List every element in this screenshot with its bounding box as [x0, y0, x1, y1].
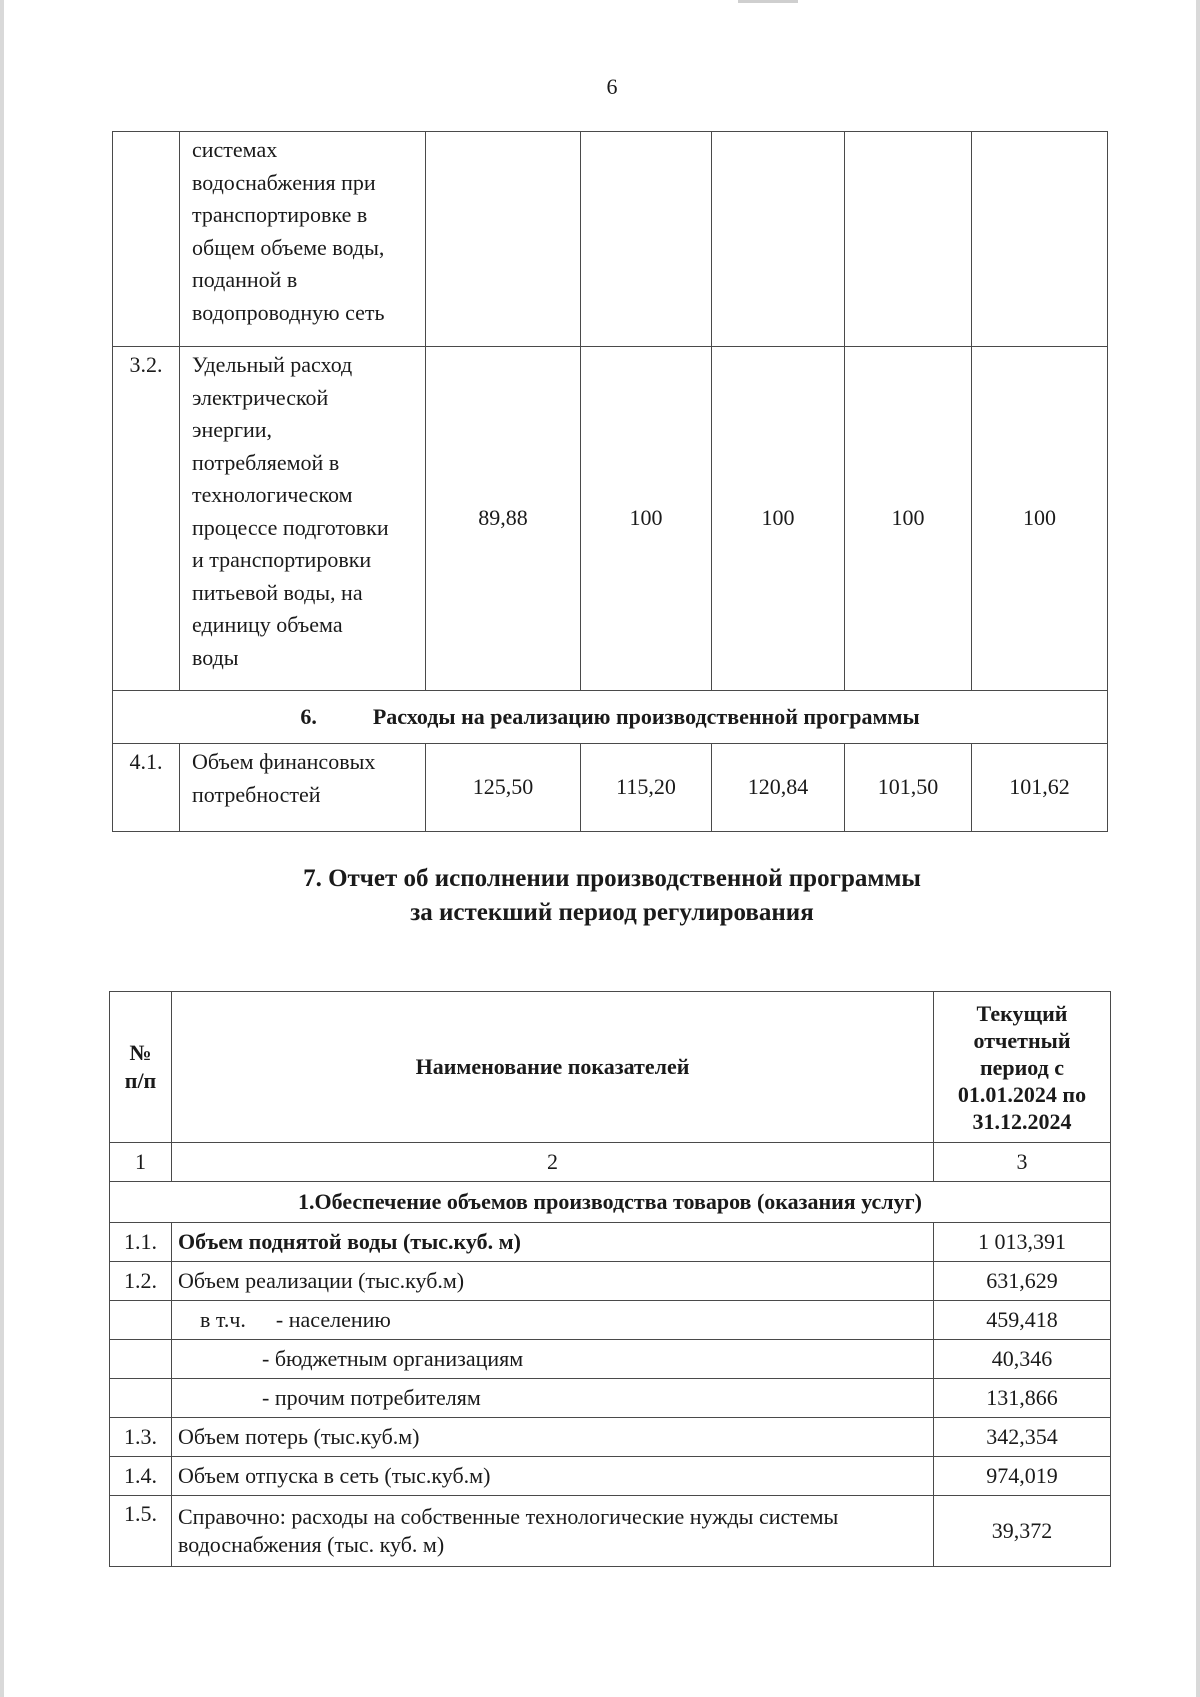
name-line: водоснабжения при — [192, 169, 376, 195]
value-cell: 125,50 — [426, 744, 581, 832]
name-line: единицу объема — [192, 612, 343, 637]
period-line: отчетный — [973, 1027, 1071, 1053]
name-line: технологическом — [192, 482, 353, 507]
name-line: Удельный расход — [192, 352, 353, 377]
row-value: 342,354 — [934, 1418, 1111, 1457]
name-line: водопроводную сеть — [192, 299, 385, 325]
table-row — [110, 1223, 1111, 1262]
row-name: - бюджетным организациям — [172, 1340, 934, 1379]
name-line: электрической — [192, 384, 329, 410]
section-row — [113, 691, 1108, 744]
row-value: 131,866 — [934, 1379, 1111, 1418]
value-cell — [712, 132, 845, 347]
table-row — [110, 1418, 1111, 1457]
row-subname: - населению — [275, 1307, 391, 1332]
name-line: водоснабжения (тыс. куб. м) — [178, 1532, 445, 1557]
row-name — [180, 744, 426, 832]
value-cell: 100 — [712, 347, 845, 691]
indicators-table — [112, 131, 1108, 832]
page-edge-left — [0, 0, 4, 1697]
table-row — [110, 1457, 1111, 1496]
name-line: Объем финансовых — [192, 749, 376, 774]
value-cell — [972, 132, 1108, 347]
value-cell — [426, 132, 581, 347]
section-row — [110, 1182, 1111, 1223]
header-row — [110, 992, 1111, 1143]
value-cell: 100 — [972, 347, 1108, 691]
section-heading-line1: 7. Отчет об исполнении производственной программы — [303, 865, 921, 892]
value-cell: 101,50 — [845, 744, 972, 832]
row-number: 1.3. — [110, 1418, 172, 1457]
table-row — [113, 132, 1108, 347]
name-line: транспортировке в — [192, 202, 368, 227]
row-value: 39,372 — [934, 1496, 1111, 1567]
name-line: поданной в — [192, 267, 298, 292]
name-line: потребностей — [192, 781, 321, 807]
row-name — [172, 1301, 934, 1340]
section-title: 1.Обеспечение объемов производства товаров (оказания услуг) — [110, 1182, 1111, 1223]
name-line: процессе подготовки — [192, 514, 389, 540]
section-number: 6. — [300, 703, 317, 729]
row-value: 459,418 — [934, 1301, 1111, 1340]
name-line: потребляемой в — [192, 449, 340, 475]
page-edge-right — [1196, 0, 1200, 1697]
row-name — [180, 347, 426, 691]
section-text: Расходы на реализацию производственной программы — [372, 703, 920, 729]
row-value: 974,019 — [934, 1457, 1111, 1496]
value-cell: 100 — [845, 347, 972, 691]
row-name — [180, 132, 426, 347]
value-cell: 115,20 — [581, 744, 712, 832]
row-number: 1.2. — [110, 1262, 172, 1301]
row-number — [110, 1379, 172, 1418]
name-line: энергии, — [192, 417, 273, 442]
index-cell: 3 — [934, 1143, 1111, 1182]
header-num-line: п/п — [124, 1068, 157, 1093]
header-num — [110, 992, 172, 1143]
row-prefix: в т.ч. — [200, 1307, 246, 1332]
header-period — [934, 992, 1111, 1143]
value-cell — [845, 132, 972, 347]
header-name: Наименование показателей — [172, 992, 934, 1143]
period-line: период с — [979, 1054, 1065, 1080]
name-line: питьевой воды, на — [192, 579, 363, 605]
header-num-line: № — [129, 1040, 152, 1065]
value-cell: 100 — [581, 347, 712, 691]
row-name: - прочим потребителям — [172, 1379, 934, 1418]
name-line: системах — [192, 137, 278, 162]
row-name: Объем отпуска в сеть (тыс.куб.м) — [172, 1457, 934, 1496]
row-number — [110, 1301, 172, 1340]
name-line: воды — [192, 644, 239, 670]
row-name: Объем поднятой воды (тыс.куб. м) — [172, 1223, 934, 1262]
row-number: 1.1. — [110, 1223, 172, 1262]
name-line: общем объеме воды, — [192, 234, 385, 260]
table-row — [110, 1496, 1111, 1567]
index-row — [110, 1143, 1111, 1182]
section-heading-line2: за истекший период регулирования — [410, 899, 814, 926]
value-cell: 120,84 — [712, 744, 845, 832]
period-line: Текущий — [976, 1000, 1068, 1026]
period-line: 31.12.2024 — [972, 1108, 1072, 1134]
row-number: 1.4. — [110, 1457, 172, 1496]
page-number: 6 — [606, 74, 618, 99]
row-number: 1.5. — [110, 1496, 172, 1567]
table-row — [110, 1262, 1111, 1301]
row-number — [110, 1340, 172, 1379]
name-line: Справочно: расходы на собственные технологические нужды системы — [178, 1504, 839, 1529]
table-row — [110, 1379, 1111, 1418]
scan-mark — [738, 0, 798, 3]
table-row — [110, 1301, 1111, 1340]
row-value: 40,346 — [934, 1340, 1111, 1379]
index-cell: 2 — [172, 1143, 934, 1182]
index-cell: 1 — [110, 1143, 172, 1182]
table-row — [113, 347, 1108, 691]
row-value: 1 013,391 — [934, 1223, 1111, 1262]
row-name: Объем потерь (тыс.куб.м) — [172, 1418, 934, 1457]
row-value: 631,629 — [934, 1262, 1111, 1301]
report-table — [109, 991, 1111, 1567]
table-row — [110, 1340, 1111, 1379]
row-name — [172, 1496, 934, 1567]
row-number: 3.2. — [113, 347, 180, 691]
value-cell: 101,62 — [972, 744, 1108, 832]
value-cell: 89,88 — [426, 347, 581, 691]
name-line: и транспортировки — [192, 547, 372, 572]
value-cell — [581, 132, 712, 347]
period-line: 01.01.2024 по — [957, 1081, 1087, 1107]
section-title — [113, 691, 1108, 744]
table-row — [113, 744, 1108, 832]
row-number: 4.1. — [113, 744, 180, 832]
row-number — [113, 132, 180, 347]
row-name: Объем реализации (тыс.куб.м) — [172, 1262, 934, 1301]
